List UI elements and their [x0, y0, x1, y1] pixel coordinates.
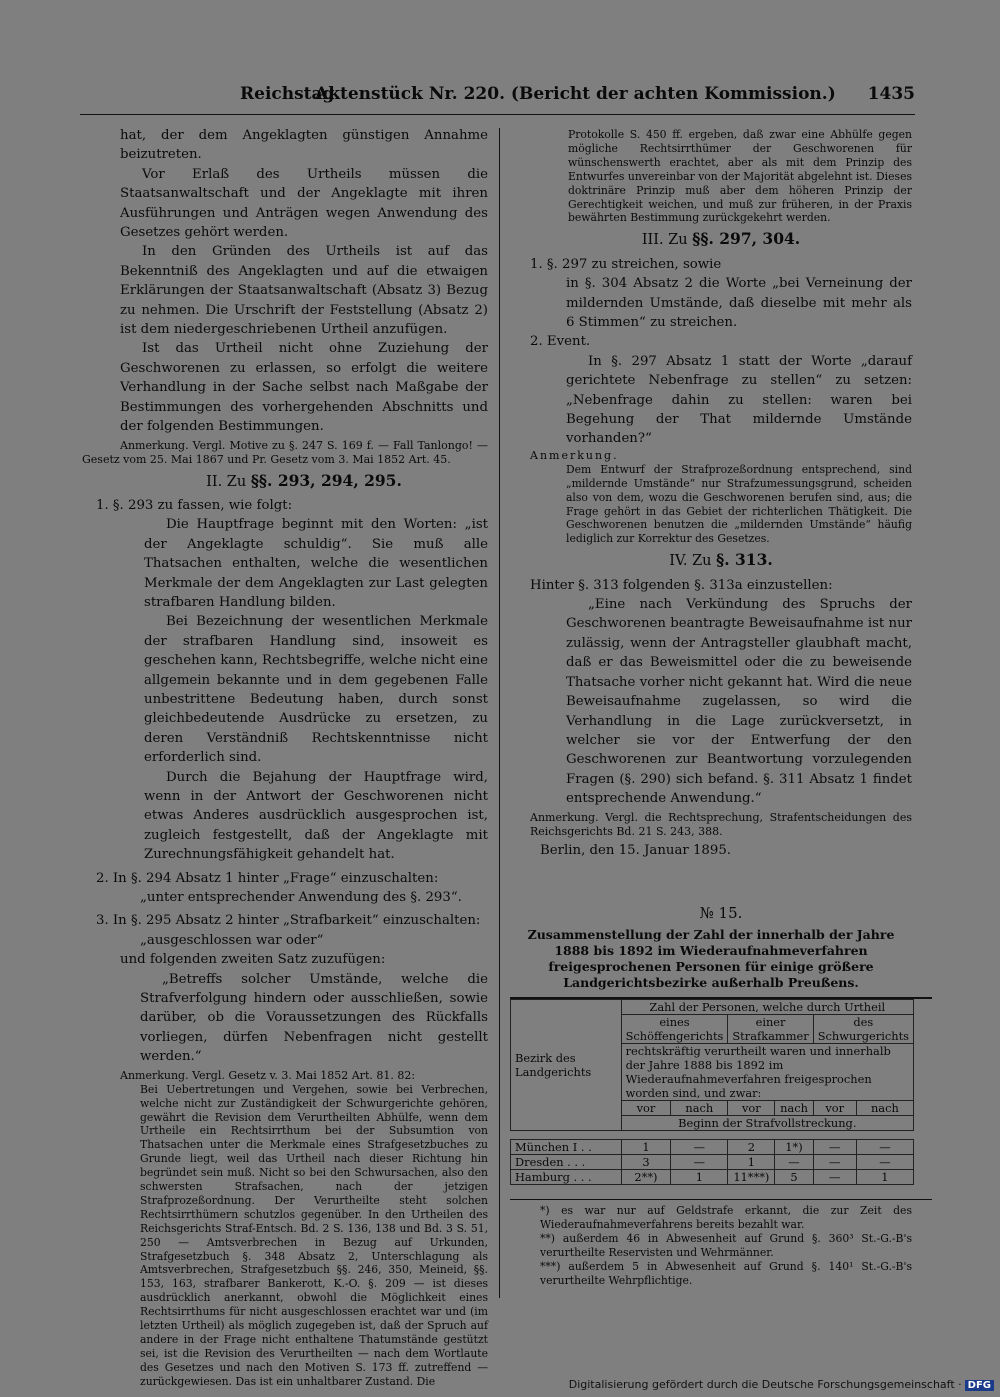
- paragraph: Die Hauptfrage beginnt mit den Worten: „ist der Angeklagte schuldig“. Sie muß alle Thatsachen enthalten, welche die wesentlichen Merkmale der dem Angeklagten zur Last gelegten strafbaren Handlung bilden.: [144, 517, 488, 610]
- note: Protokolle S. 450 ff. ergeben, daß zwar eine Abhülfe gegen mögliche Rechtsirrthümer der Geschworenen für wünschenswerth erachtet, aber als mit dem Prinzip des Entwurfes unvereinbar von der Majorität abgelehnt ist. Dieses doktrinäre Prinzip muß aber dem höheren Prinzip der Gerechtigkeit weichen, und muß zur früheren, in der Praxis bewährten Bestimmung zurückgekehrt werden.: [568, 128, 912, 225]
- table-header: eines Schöffengerichts: [621, 1015, 728, 1044]
- table-header: des Schwurgerichts: [813, 1015, 913, 1044]
- dfg-logo: DFG: [965, 1380, 994, 1391]
- paragraph: „Betreffs solcher Umstände, welche die Strafverfolgung hindern oder ausschließen, sowie darüber, ob die Voraussetzungen des Rückfalls vorliegen, dürfen Nebenfragen nicht gestellt werden.“: [140, 971, 488, 1065]
- table-row: München I . . 1 — 2 1*) — —: [511, 1140, 914, 1155]
- page-header: [80, 84, 915, 110]
- list-item: 1. §. 297 zu streichen, sowie: [530, 256, 722, 272]
- column-divider: [499, 128, 500, 1298]
- table-row: Hamburg . . . 2**) 1 11***) 5 — 1: [511, 1170, 914, 1185]
- table-header: Bezirk des Landgerichts: [511, 1000, 622, 1131]
- table-header: nach: [775, 1101, 813, 1116]
- table-header: vor: [621, 1101, 671, 1116]
- statistics-table: [510, 999, 914, 1185]
- list-item: 3. In §. 295 Absatz 2 hinter „Strafbarkeit“ einzuschalten:: [96, 913, 481, 929]
- footnote: **) außerdem 46 in Abwesenheit auf Grund §. 360³ St.-G.-B's verurtheilte Reservisten und Wehrmänner.: [540, 1232, 912, 1260]
- right-column: [515, 128, 912, 1288]
- table-header: vor: [728, 1101, 775, 1116]
- footnote: *) es war nur auf Geldstrafe erkannt, die zur Zeit des Wiederaufnahmeverfahrens bereits bezahlt war.: [540, 1204, 912, 1232]
- note: Anmerkung. Vergl. die Rechtsprechung, Strafentscheidungen des Reichsgerichts Bd. 21 S. 243, 388.: [530, 810, 912, 838]
- paragraph: „Eine nach Verkündung des Spruchs der Geschworenen beantragte Beweisaufnahme ist nur zulässig, wenn der Antragsteller glaubhaft macht, daß er das Beweismittel oder die zu beweisende Thatsache vorher nicht gekannt hat. Wird die neue Beweisaufnahme zugelassen, so wird die Verhandlung in die Lage zurückversetzt, in welcher sie vor der Entwerfung der den Geschworenen zur Beantwortung vorzulegenden Fragen (§. 290) sich befand. §. 311 Absatz 1 findet entsprechende Anwendung.“: [566, 597, 912, 807]
- table-header: rechtskräftig verurtheilt waren und innerhalb der Jahre 1888 bis 1892 im Wiederaufnahmeverfahren freigesprochen worden sind, und zwar:: [621, 1044, 913, 1101]
- paragraph: Durch die Bejahung der Hauptfrage wird, wenn in der Antwort der Geschworenen nicht etwas Anderes ausdrücklich ausgesprochen ist, zugleich festgestellt, daß der Angeklagte mit Zurechnungsfähigkeit gehandelt hat.: [144, 769, 488, 863]
- page-number: 1435: [867, 84, 915, 104]
- list-item: „ausgeschlossen war oder“: [140, 932, 324, 948]
- table-header: einer Strafkammer: [728, 1015, 813, 1044]
- paragraph: Bei Bezeichnung der wesentlichen Merkmale der strafbaren Handlung sind, insoweit es geschehen kann, Rechtsbegriffe, welche nicht eine allgemein bekannte und in dem gegebenen Falle unbestrittene Bedeutung haben, durch sonst gleichbedeutende Ausdrücke zu ersetzen, zu deren Verständniß Rechtskenntnisse nicht erforderlich sind.: [144, 614, 488, 766]
- section-heading: III. Zu §§. 297, 304.: [641, 229, 801, 249]
- list-item: „unter entsprechender Anwendung des §. 293“.: [140, 890, 462, 906]
- list-item: und folgenden zweiten Satz zuzufügen:: [120, 952, 386, 968]
- section-heading: IV. Zu §. 313.: [669, 550, 773, 570]
- paragraph: In den Gründen des Urtheils ist auf das Bekenntniß des Angeklagten und auf die etwaigen Erklärungen der Staatsanwaltschaft (Absatz 3) Bezug zu nehmen. Die Urschrift der Feststellung (Absatz 2) ist dem niedergeschriebenen Urtheil anzufügen.: [120, 244, 488, 338]
- table-header: Zahl der Personen, welche durch Urtheil: [621, 1000, 913, 1015]
- note: Anmerkung. Vergl. Motive zu §. 247 S. 169 f. — Fall Tanlongo! — Gesetz vom 25. Mai 1867 und Pr. Gesetz vom 3. Mai 1852 Art. 45.: [82, 438, 488, 466]
- list-item: 2. Event.: [530, 334, 591, 350]
- footnote: ***) außerdem 5 in Abwesenheit auf Grund §. 140¹ St.-G.-B's verurtheilte Wehrpflichtige.: [540, 1259, 912, 1287]
- list-item: 1. §. 293 zu fassen, wie folgt:: [96, 497, 293, 513]
- table-header: Beginn der Strafvollstreckung.: [621, 1116, 913, 1131]
- header-title: Aktenstück Nr. 220. (Bericht der achten Kommission.): [315, 84, 836, 104]
- paragraph: in §. 304 Absatz 2 die Worte „bei Verneinung der mildernden Umstände, daß dieselbe mit mehr als 6 Stimmen“ zu streichen.: [566, 276, 912, 330]
- paragraph: hat, der dem Angeklagten günstigen Annahme beizutreten.: [120, 128, 488, 163]
- left-column: [82, 126, 488, 1389]
- table-row: Dresden . . . 3 — 1 — — —: [511, 1155, 914, 1170]
- header-left: Reichstag.: [240, 84, 341, 104]
- table-title: Zusammenstellung der Zahl der innerhalb der Jahre 1888 bis 1892 im Wiederaufnahmeverfahren freigesprochenen Personen für einige größere Landgerichtsbezirke außerhalb Preußens.: [527, 927, 895, 991]
- paragraph: In §. 297 Absatz 1 statt der Worte „darauf gerichtete Nebenfrage zu stellen“ zu setzen: „Nebenfrage dahin zu stellen: waren bei Begehung der That mildernde Umstände vorhanden?“: [566, 353, 912, 447]
- note: Dem Entwurf der Strafprozeßordnung entsprechend, sind „mildernde Umstände“ nur Strafzumessungsgrund, scheiden also von dem, wozu die Geschworenen berufen sind, aus; die Frage gehört in das Gebiet der richterlichen Thätigkeit. Die Geschworenen benutzen die „mildernden Umstände“ häufig lediglich zur Korrektur des Gesetzes.: [566, 462, 912, 546]
- digitization-credit: Digitalisierung gefördert durch die Deutsche Forschungsgemeinschaft · DFG: [569, 1378, 994, 1391]
- paragraph: Hinter §. 313 folgenden §. 313a einzustellen:: [530, 577, 833, 593]
- paragraph: Ist das Urtheil nicht ohne Zuziehung der Geschworenen zu erlassen, so erfolgt die weitere Verhandlung in der Sache selbst nach Maßgabe der Bestimmungen des vorhergehenden Abschnitts und der folgenden Bestimmungen.: [120, 341, 488, 435]
- section-heading: II. Zu §§. 293, 294, 295.: [206, 470, 402, 490]
- table-header: nach: [671, 1101, 728, 1116]
- paragraph: Vor Erlaß des Urtheils müssen die Staatsanwaltschaft und der Angeklagte mit ihren Ausführungen und Anträgen wegen Anwendung des Gesetzes gehört werden.: [120, 166, 488, 241]
- table-header: vor: [813, 1101, 856, 1116]
- note: Bei Uebertretungen und Vergehen, sowie bei Verbrechen, welche nicht zur Zuständigkeit der Schwurgerichte gehören, gewährt die Revision dem Verurtheilten Abhülfe, wenn dem Urtheile ein Rechtsirrthum bei der Subsumtion von Thatsachen unter die Merkmale eines Strafgesetzbuches zu Grunde liegt, weil das Urtheil nach dieser Richtung hin begründet sein muß. Nicht so bei den Schwursachen, also den schwersten Strafsachen, nach der jetzigen Strafprozeßordnung. Der Verurtheilte steht solchen Rechtsirrthümern schutzlos gegenüber. In den Urtheilen des Reichsgerichts Straf-Entsch. Bd. 2 S. 136, 138 und Bd. 3 S. 51, 250 — Amtsverbrechen in Bezug auf Urkunden, Strafgesetzbuch §. 348 Absatz 2, Unterschlagung als Amtsverbrechen, Strafgesetzbuch §§. 246, 350, Meineid, §§. 153, 163, strafbarer Bankerott, K.-O. §. 209 — ist dieses ausdrücklich anerkannt, obwohl die Möglichkeit eines Rechtsirrthums für nicht ausgeschlossen erachtet war und (im letzten Urtheil) als möglich zugegeben ist, daß der Spruch auf andere in der Frage nicht enthaltene Thatumstände gestützt sei, ist die Revision des Verurtheilten — nach dem Wortlaute des Gesetzes und nach den Motiven S. 173 ff. zutreffend — zurückgewiesen. Das ist ein unhaltbarer Zustand. Die: [140, 1082, 488, 1388]
- header-rule: [80, 114, 915, 115]
- document-number: № 15.: [699, 903, 743, 922]
- list-item: 2. In §. 294 Absatz 1 hinter „Frage“ einzuschalten:: [96, 870, 439, 886]
- note-heading: Anmerkung. Vergl. Gesetz v. 3. Mai 1852 Art. 81. 82:: [120, 1068, 416, 1082]
- date-line: Berlin, den 15. Januar 1895.: [540, 842, 732, 858]
- note-heading: Anmerkung.: [530, 448, 619, 462]
- table-header: nach: [856, 1101, 913, 1116]
